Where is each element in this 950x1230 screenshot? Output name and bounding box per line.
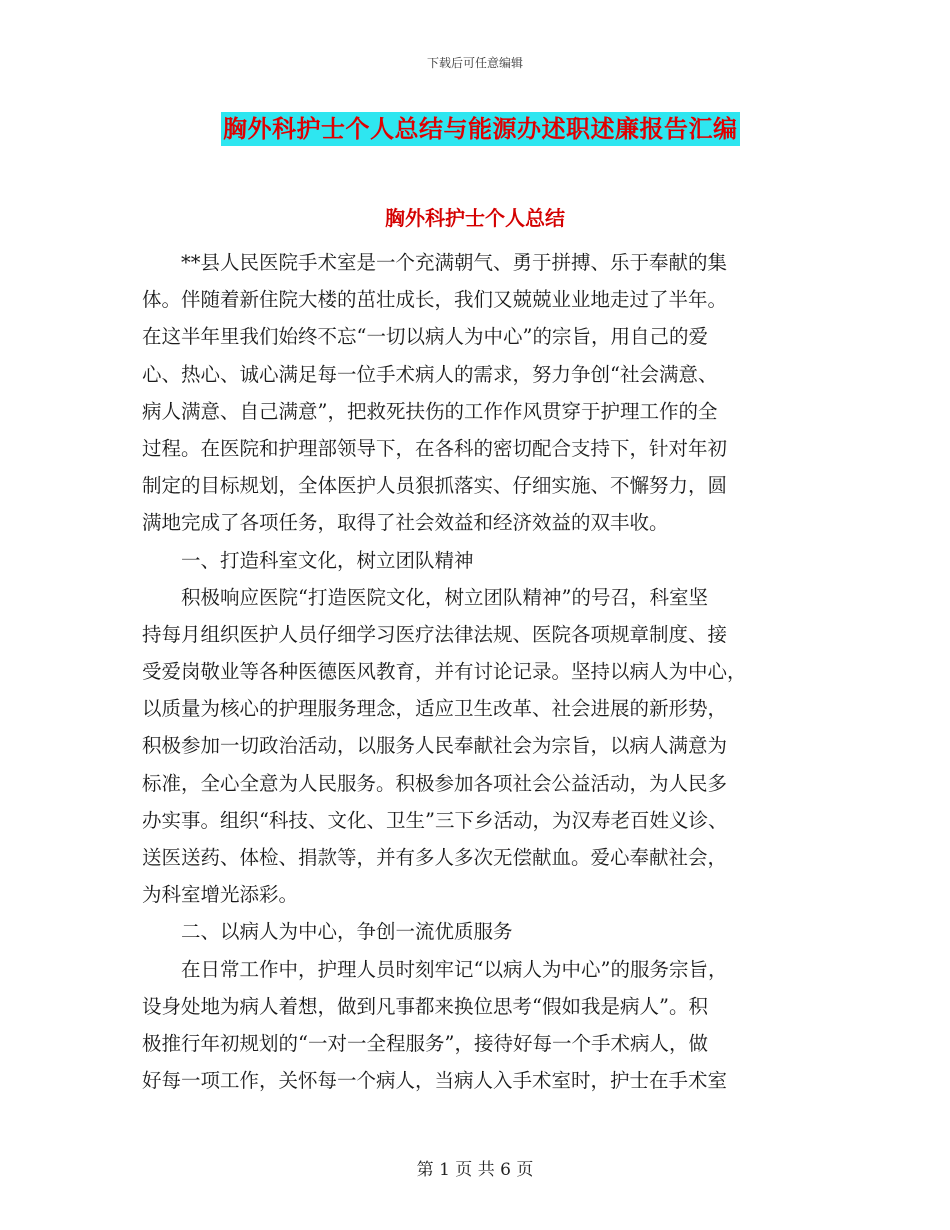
- body-line: 以质量为核心的护理服务理念，适应卫生改革、社会进展的新形势，: [142, 697, 728, 721]
- body-line: 积极参加一切政治活动，以服务人民奉献社会为宗旨，以病人满意为: [142, 734, 728, 758]
- document-title: 胸外科护士个人总结与能源办述职述廉报告汇编: [221, 112, 740, 146]
- body-line: 好每一项工作，关怀每一个病人，当病人入手术室时，护士在手术室: [142, 1069, 728, 1093]
- body-line: 在日常工作中，护理人员时刻牢记“以病人为中心”的服务宗旨，: [142, 957, 728, 981]
- body-line: 办实事。组织“科技、文化、卫生”三下乡活动，为汉寿老百姓义诊、: [142, 808, 728, 832]
- body-line: 送医送药、体检、捐款等，并有多人多次无偿献血。爱心奉献社会，: [142, 846, 728, 869]
- body-line: 设身处地为病人着想，做到凡事都来换位思考“假如我是病人”。积: [142, 994, 708, 1018]
- body-line: 二、以病人为中心，争创一流优质服务: [142, 920, 513, 944]
- body-line: 心、热心、诚心满足每一位手术病人的需求，努力争创“社会满意、: [142, 362, 718, 386]
- page-number-footer: 第 1 页 共 6 页: [416, 1160, 534, 1180]
- body-line: 为科室增光添彩。: [142, 883, 299, 907]
- body-line: 过程。在医院和护理部领导下，在各科的密切配合支持下，针对年初: [142, 436, 728, 460]
- body-line: **县人民医院手术室是一个充满朝气、勇于拼搏、乐于奉献的集: [142, 251, 728, 274]
- body-line: 积极响应医院“打造医院文化，树立团队精神”的号召，科室坚: [142, 585, 708, 609]
- body-line: 一、打造科室文化，树立团队精神: [142, 548, 474, 572]
- section-title: 胸外科护士个人总结: [385, 206, 565, 230]
- body-line: 受爱岗敬业等各种医德医风教育，并有讨论记录。坚持以病人为中心，: [142, 660, 747, 684]
- body-line: 标准，全心全意为人民服务。积极参加各项社会公益活动，为人民多: [142, 771, 728, 795]
- body-line: 满地完成了各项任务，取得了社会效益和经济效益的双丰收。: [142, 511, 669, 535]
- body-line: 极推行年初规划的“一对一全程服务”，接待好每一个手术病人，做: [142, 1031, 708, 1055]
- page-header-note: 下载后可任意编辑: [426, 56, 523, 70]
- body-line: 在这半年里我们始终不忘“一切以病人为中心”的宗旨，用自己的爱: [142, 325, 708, 349]
- body-line: 体。伴随着新住院大楼的茁壮成长，我们又兢兢业业地走过了半年。: [142, 288, 728, 312]
- body-line: 病人满意、自己满意”，把救死扶伤的工作作风贯穿于护理工作的全: [142, 399, 718, 423]
- body-line: 制定的目标规划，全体医护人员狠抓落实、仔细实施、不懈努力，圆: [142, 474, 728, 498]
- body-line: 持每月组织医护人员仔细学习医疗法律法规、医院各项规章制度、接: [142, 622, 728, 646]
- document-body: [142, 244, 812, 1099]
